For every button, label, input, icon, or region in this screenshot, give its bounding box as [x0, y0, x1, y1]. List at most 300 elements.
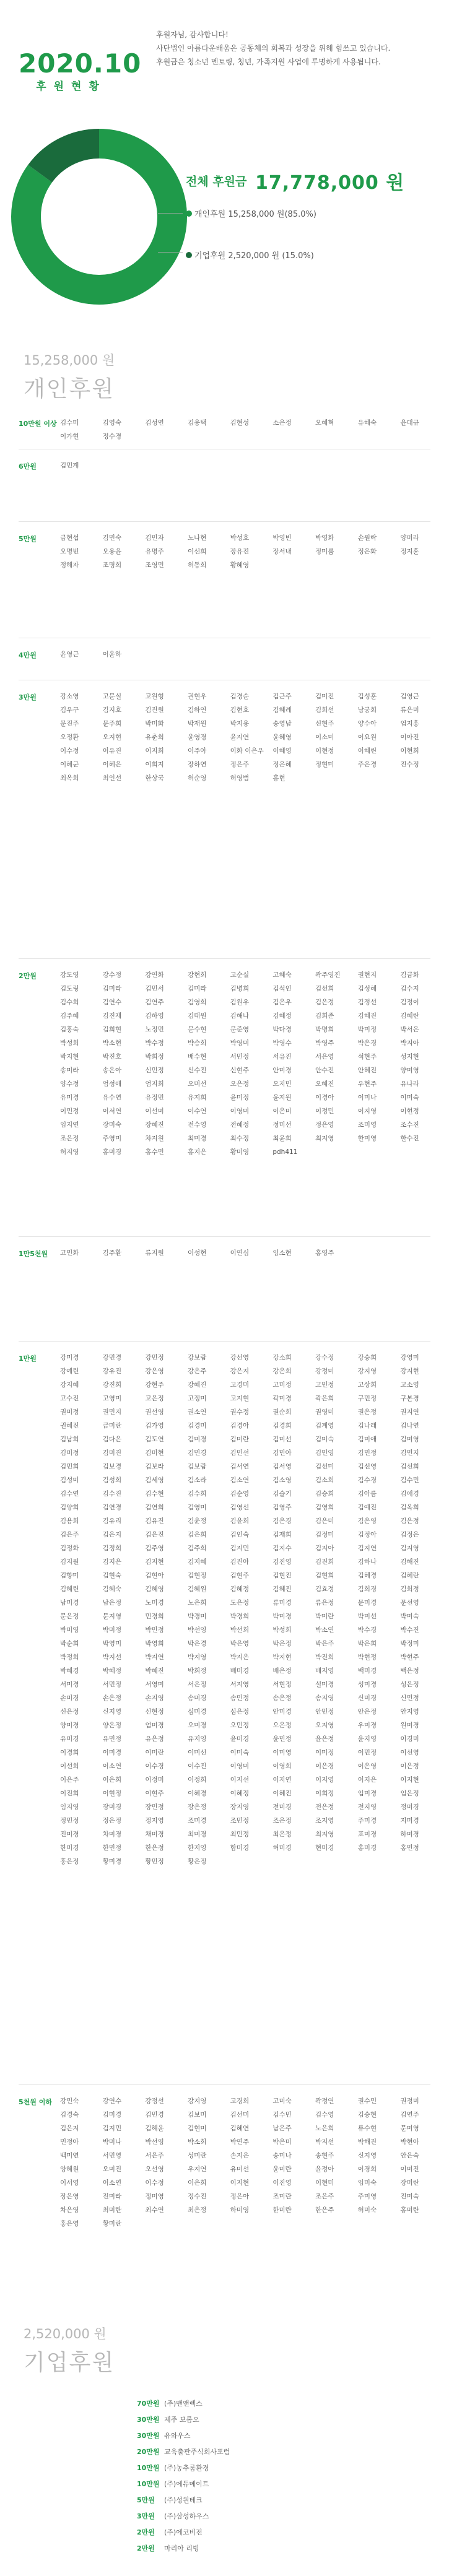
donor-name: 윤미란 — [272, 2166, 292, 2173]
donor-name: 정수진 — [187, 2193, 207, 2200]
donor-name: 금현섭 — [60, 534, 79, 542]
donor-name: 김지현 — [145, 1558, 164, 1566]
donor-name: 이지현 — [230, 2179, 250, 2187]
donor-name: 강수정 — [315, 1354, 334, 1361]
donor-name: 양미라 — [400, 534, 419, 542]
donor-name: 김민숙 — [102, 534, 122, 542]
donor-name: 김수경 — [357, 1477, 377, 1484]
donor-name: 김도연 — [145, 1436, 164, 1443]
donor-name: 강유진 — [102, 1368, 122, 1375]
donor-name: 김정선 — [357, 999, 377, 1006]
donor-name: 박은경 — [357, 1039, 377, 1047]
tier-donor-names — [60, 650, 443, 664]
donor-name: 박현아 — [400, 2138, 419, 2146]
donor-name: 김미경 — [102, 2111, 122, 2118]
donor-name: 한미영 — [357, 1135, 377, 1142]
donor-name: 황미란 — [102, 2220, 122, 2227]
donor-name: 최미경 — [187, 1831, 207, 1838]
donor-name: 박영미 — [230, 1039, 250, 1047]
donor-name: 유혜숙 — [357, 419, 377, 427]
donor-name: 김선희 — [315, 985, 334, 992]
donor-name: 김혜연 — [230, 2125, 250, 2132]
donor-name: 고민화 — [60, 1249, 79, 1257]
corporate-name: (주)에코비전 — [164, 2528, 203, 2536]
donor-name: 이지선 — [230, 1776, 250, 1784]
donor-name: 함미경 — [230, 1844, 250, 1852]
donor-name: 오은정 — [230, 1080, 250, 1088]
donor-name: 최은정 — [187, 2206, 207, 2214]
donor-name: 강소희 — [272, 1354, 292, 1361]
tier-label: 10만원 이상 — [19, 420, 57, 428]
donor-name: 김아름 — [357, 1490, 377, 1498]
donor-name: 이은영 — [357, 1763, 377, 1770]
donor-name: 손미경 — [60, 1694, 79, 1702]
donor-name: 김옥희 — [400, 1504, 419, 1511]
donor-name: 강지현 — [400, 1368, 419, 1375]
donor-name: 민경희 — [145, 1613, 164, 1620]
donor-name: 박지아 — [400, 1039, 419, 1047]
corporate-name: (주)성원테크 — [164, 2496, 203, 2504]
donor-name: 김보경 — [102, 1463, 122, 1470]
donor-name: 오혜혁 — [315, 419, 334, 427]
donor-name: 문주희 — [102, 720, 122, 727]
donor-name: 박선영 — [187, 1626, 207, 1634]
donor-name: 김예진 — [357, 1504, 377, 1511]
donor-name: 설미경 — [315, 1681, 334, 1688]
donor-name: 김승현 — [357, 2111, 377, 2118]
donor-name: 이소연 — [102, 2179, 122, 2187]
donor-name: 김지은 — [102, 1558, 122, 1566]
corporate-donor-row — [137, 2447, 230, 2457]
donor-name: 박미란 — [315, 1613, 334, 1620]
donor-name: 박성희 — [60, 1039, 79, 1047]
donor-name: 김민경 — [187, 1449, 207, 1457]
donor-name: 서영미 — [145, 1681, 164, 1688]
donor-name: 김진재 — [102, 1012, 122, 1020]
donor-name: 김선영 — [357, 1463, 377, 1470]
donor-name: 김민계 — [60, 462, 79, 469]
donor-name: 신현주 — [230, 1067, 250, 1074]
donor-name: 고민정 — [315, 1381, 334, 1389]
donor-name: 진미숙 — [400, 2193, 419, 2200]
donor-name: 김용희 — [60, 1517, 79, 1525]
donor-name: 손지은 — [230, 2152, 250, 2159]
donor-name: 원미경 — [400, 1722, 419, 1729]
donor-name: 김남희 — [60, 1436, 79, 1443]
donor-name: 장미경 — [102, 1803, 122, 1811]
donor-name: 이연심 — [230, 1249, 250, 1257]
donor-name: 이서영 — [60, 2179, 79, 2187]
donor-name: 정은주 — [230, 761, 250, 768]
donor-name: 김소연 — [230, 1477, 250, 1484]
donor-name: 이미선 — [187, 1749, 207, 1756]
donor-name: 노은희 — [187, 1599, 207, 1607]
message-line: 후원금은 청소년 멘토링, 청년, 가족지원 사업에 투명하게 사용됩니다. — [156, 58, 381, 66]
donor-name: 김정희 — [102, 1545, 122, 1552]
donor-name: 주은경 — [357, 761, 377, 768]
donor-name: 문진주 — [60, 720, 79, 727]
tier-label: 3만원 — [19, 693, 37, 701]
donor-name: 김은미 — [315, 1517, 334, 1525]
donor-name: 박미선 — [357, 1613, 377, 1620]
donor-name: 최인선 — [102, 774, 122, 782]
donor-name: 김해진 — [400, 1558, 419, 1566]
donor-name: 김혜정 — [230, 1585, 250, 1593]
legend-dot-icon — [186, 252, 192, 258]
donor-name: 배은정 — [272, 1667, 292, 1675]
donor-name: 김진영 — [272, 1558, 292, 1566]
donor-name: 김수현 — [145, 1490, 164, 1498]
donor-name: 진수정 — [400, 761, 419, 768]
donor-name: 문수현 — [187, 1026, 207, 1033]
donor-name: 박희정 — [187, 1667, 207, 1675]
donor-name: 김원우 — [230, 999, 250, 1006]
donor-name: 김현호 — [230, 706, 250, 714]
donor-name: 박은희 — [357, 1640, 377, 1647]
donor-name: 김진희 — [315, 1558, 334, 1566]
donor-name: 권수민 — [357, 2097, 377, 2105]
donor-name: 박지현 — [60, 1053, 79, 1060]
donor-name: 남궁회 — [357, 706, 377, 714]
donor-name: 유미선 — [230, 2166, 250, 2173]
donor-name: 배수현 — [187, 1053, 207, 1060]
donor-name: 한은주 — [315, 2206, 334, 2214]
donor-name: 김현미 — [187, 2125, 207, 2132]
donor-name: 김보라 — [145, 1463, 164, 1470]
donor-name: 문미영 — [400, 2125, 419, 2132]
donor-name: 남은정 — [102, 1599, 122, 1607]
donor-name: 이미숙 — [230, 1749, 250, 1756]
donor-name: 전수영 — [187, 1121, 207, 1129]
donor-name: 김희정 — [400, 1585, 419, 1593]
donor-name: 고영미 — [102, 1395, 122, 1402]
donor-name: 김진원 — [145, 706, 164, 714]
donor-name: 박은경 — [187, 1640, 207, 1647]
donor-name: 김현성 — [230, 419, 250, 427]
donor-name: 한수진 — [400, 1135, 419, 1142]
donor-name: 홍영주 — [315, 1249, 334, 1257]
donor-name: 장민정 — [145, 1803, 164, 1811]
donor-name: 곽은희 — [315, 1395, 334, 1402]
donor-name: 이혜경 — [187, 1790, 207, 1797]
donor-name: 김서영 — [272, 1463, 292, 1470]
donor-name: 김민서 — [145, 985, 164, 992]
donor-name: 강정미 — [315, 1368, 334, 1375]
donor-name: 이지영 — [315, 1776, 334, 1784]
donor-name: 김은우 — [272, 999, 292, 1006]
donor-name: 이미나 — [357, 1094, 377, 1101]
donor-name: 정민정 — [60, 1817, 79, 1824]
donor-name: 이윤하 — [102, 651, 122, 658]
donor-name: 김혜원 — [187, 1585, 207, 1593]
donor-name: 박미영 — [60, 1626, 79, 1634]
donor-name: 김경아 — [230, 1422, 250, 1429]
donor-name: 김민정 — [357, 1449, 377, 1457]
donor-name: 윤영근 — [60, 651, 79, 658]
donor-name: 민정아 — [60, 2138, 79, 2146]
donor-name: 김선미 — [230, 2111, 250, 2118]
corporate-grade: 2만원 — [137, 2528, 155, 2536]
donor-name: 이성현 — [187, 1249, 207, 1257]
donor-name: 노은희 — [315, 2125, 334, 2132]
donor-name: 이경미 — [400, 1735, 419, 1743]
donor-name: 조미영 — [357, 1121, 377, 1129]
donor-name: 하미경 — [400, 1831, 419, 1838]
donor-name: 최수정 — [230, 1135, 250, 1142]
donor-name: 김희경 — [357, 1585, 377, 1593]
donor-name: 홍지은 — [187, 1148, 207, 1156]
donor-name: 박수경 — [357, 1626, 377, 1634]
donor-name: 고미정 — [272, 1381, 292, 1389]
donor-name: 박영미 — [102, 1640, 122, 1647]
donor-name: 강은희 — [272, 1368, 292, 1375]
donor-name: 현미경 — [315, 1844, 334, 1852]
donor-name: 이수정 — [60, 747, 79, 755]
donor-name: 김순영 — [230, 1490, 250, 1498]
donor-name: 박혜경 — [60, 1667, 79, 1675]
donor-name: 윤지연 — [230, 734, 250, 741]
donor-name: 강승희 — [357, 1354, 377, 1361]
donor-name: 서유진 — [272, 1053, 292, 1060]
donor-name: 권혜진 — [60, 1422, 79, 1429]
donor-name: 윤지원 — [272, 1094, 292, 1101]
donor-name: 강보람 — [187, 1354, 207, 1361]
donor-name: 박영주 — [315, 1039, 334, 1047]
donor-name: 김향미 — [60, 1572, 79, 1579]
donor-name: 이지현 — [400, 1776, 419, 1784]
legend-individual — [186, 207, 316, 219]
donor-name: 최미란 — [102, 2206, 122, 2214]
corporate-grade: 20만원 — [137, 2448, 160, 2456]
donor-name: 김지아 — [315, 1545, 334, 1552]
donor-name: 박선영 — [145, 2138, 164, 2146]
donor-name: 안은정 — [357, 1708, 377, 1715]
donor-name: 서민정 — [102, 1681, 122, 1688]
corporate-donor-row — [137, 2463, 209, 2473]
donor-name: 정은영 — [315, 1121, 334, 1129]
donor-name: 송지영 — [315, 1694, 334, 1702]
donor-name: 장하연 — [187, 761, 207, 768]
corporate-donor-row — [137, 2527, 203, 2537]
donor-name: 허지영 — [60, 1148, 79, 1156]
donor-name: 조지영 — [315, 1817, 334, 1824]
donor-name: 전은정 — [315, 1803, 334, 1811]
donor-name: 황미영 — [230, 1148, 250, 1156]
donor-name: 박진호 — [102, 1053, 122, 1060]
donor-name: 이미진 — [400, 2166, 419, 2173]
donor-name: 오은정 — [272, 1722, 292, 1729]
donor-name: 권영미 — [315, 1408, 334, 1416]
donor-name: 한미란 — [272, 2206, 292, 2214]
donor-name: 김연주 — [400, 2111, 419, 2118]
donor-name: 김성훈 — [357, 693, 377, 700]
donor-name: 김용택 — [187, 419, 207, 427]
corporate-grade: 3만원 — [137, 2512, 155, 2520]
tier-label: 1만원 — [19, 1355, 37, 1363]
donor-name: 김미라 — [102, 985, 122, 992]
donor-name: 오미경 — [187, 1722, 207, 1729]
donor-name: 성미경 — [357, 1681, 377, 1688]
donor-name: 장미란 — [400, 2179, 419, 2187]
donor-name: 류지원 — [145, 1249, 164, 1257]
donor-name: 황미경 — [102, 1858, 122, 1865]
donor-name: 김수연 — [60, 1490, 79, 1498]
donor-name: 조은정 — [272, 1817, 292, 1824]
donor-name: 김성연 — [145, 419, 164, 427]
thank-you-message — [156, 28, 429, 69]
donor-name: 윤은정 — [315, 1735, 334, 1743]
donor-name: 박지현 — [272, 1654, 292, 1661]
donor-name: 오용윤 — [102, 548, 122, 555]
donor-name: 홍은정 — [60, 1858, 79, 1865]
donor-name: 최민정 — [230, 1831, 250, 1838]
tier-label: 5만원 — [19, 535, 37, 543]
legend-corporate — [186, 249, 314, 261]
donor-name: 박희정 — [145, 1053, 164, 1060]
donor-name: 안혜진 — [357, 1067, 377, 1074]
donor-name: 김혜경 — [357, 1572, 377, 1579]
donor-name: 하미영 — [230, 2206, 250, 2214]
donor-name: 김미정 — [60, 1449, 79, 1457]
donor-name: 조민정 — [230, 1817, 250, 1824]
donor-name: 김주영 — [145, 1545, 164, 1552]
donor-name: 허영범 — [230, 774, 250, 782]
donor-name: 김성혜 — [357, 985, 377, 992]
donor-name: 서민영 — [102, 2152, 122, 2159]
donor-name: 고문실 — [102, 693, 122, 700]
donor-name: 정지훈 — [400, 548, 419, 555]
donor-name: 김수민 — [400, 1477, 419, 1484]
donor-name: 김소영 — [272, 1477, 292, 1484]
donor-name: 이정희 — [187, 1776, 207, 1784]
donor-name: 강은지 — [230, 1368, 250, 1375]
donor-name: 김경희 — [272, 1422, 292, 1429]
corporate-name: 마리아 리빙 — [164, 2544, 199, 2552]
donor-name: 장미숙 — [102, 1121, 122, 1129]
donor-name: 김하영 — [145, 1012, 164, 1020]
donor-name: 박수정 — [145, 1039, 164, 1047]
donor-name: 권지연 — [400, 1408, 419, 1416]
corporate-grade: 10만원 — [137, 2480, 160, 2488]
corporate-grade: 5만원 — [137, 2496, 155, 2504]
donor-name: 김미경 — [187, 1436, 207, 1443]
corporate-grade: 30만원 — [137, 2416, 160, 2424]
donor-name: 한미경 — [60, 1844, 79, 1852]
donor-name: 엄미경 — [145, 1722, 164, 1729]
donor-name: 노나현 — [187, 534, 207, 542]
donor-name: 조은정 — [60, 1135, 79, 1142]
donor-name: 고혜숙 — [272, 971, 292, 979]
donor-name: 최윤희 — [272, 1135, 292, 1142]
donor-name: 고미숙 — [272, 2097, 292, 2105]
donor-name: 허미숙 — [357, 2206, 377, 2214]
donor-name: 문선영 — [400, 1599, 419, 1607]
donor-name: 성미란 — [187, 2152, 207, 2159]
donor-name: 박지연 — [145, 1654, 164, 1661]
donor-name: 송미경 — [187, 1694, 207, 1702]
donor-name: 박성호 — [230, 534, 250, 542]
donor-name: 임지영 — [60, 1803, 79, 1811]
donor-name: 박지용 — [230, 720, 250, 727]
donor-name: 김수민 — [272, 2111, 292, 2118]
donor-name: 권현지 — [357, 971, 377, 979]
donor-name: 권민지 — [102, 1408, 122, 1416]
donor-name: 엄지희 — [145, 1080, 164, 1088]
donor-name: 허동희 — [187, 562, 207, 569]
donor-name: 김민지 — [400, 1449, 419, 1457]
tier-label: 2만원 — [19, 972, 37, 980]
donor-name: 강진희 — [102, 1381, 122, 1389]
donor-name: 박미숙 — [400, 1613, 419, 1620]
corporate-title: 기업후원 — [24, 2350, 115, 2375]
donor-name: 박해진 — [357, 2138, 377, 2146]
donor-name: 홍현 — [272, 774, 286, 782]
donor-name: 신현주 — [315, 720, 334, 727]
tier-donor-names — [60, 1249, 443, 1262]
donor-name: 오정환 — [60, 734, 79, 741]
corporate-name: (주)농추룸환경 — [164, 2464, 209, 2472]
donor-name: 백미경 — [357, 1667, 377, 1675]
donor-name: 김은진 — [145, 1531, 164, 1538]
donor-name: 양미경 — [60, 1722, 79, 1729]
corporate-name: (주)에듀메이트 — [164, 2480, 209, 2488]
donor-name: 이유진 — [102, 747, 122, 755]
donor-name: 김정화 — [60, 1545, 79, 1552]
donor-name: 김현희 — [315, 1572, 334, 1579]
donor-name: 최미경 — [187, 1135, 207, 1142]
donor-name: 김홍숙 — [60, 1026, 79, 1033]
donor-name: 조은주 — [315, 2193, 334, 2200]
tier-separator — [19, 1236, 430, 1237]
donor-name: 박미정 — [102, 1626, 122, 1634]
donor-name: 이지영 — [357, 1108, 377, 1115]
donor-name: 김혜린 — [60, 1585, 79, 1593]
donor-name: 안민정 — [315, 1708, 334, 1715]
donor-name: 김혜영 — [145, 1585, 164, 1593]
donor-name: 성지현 — [400, 1053, 419, 1060]
donor-name: 곽주영진 — [315, 971, 341, 979]
donor-name: 강현희 — [187, 971, 207, 979]
donor-name: 이지은 — [357, 1776, 377, 1784]
donor-name: 김인숙 — [230, 1531, 250, 1538]
donor-name: 최수연 — [145, 2206, 164, 2214]
corporate-donor-row — [137, 2431, 191, 2440]
donor-name: 송영남 — [272, 720, 292, 727]
donor-name: 권선영 — [145, 1408, 164, 1416]
donor-name: 강도영 — [60, 971, 79, 979]
donor-name: 이영희 — [272, 1763, 292, 1770]
total-donation — [186, 167, 446, 194]
donor-name: 류은미 — [400, 706, 419, 714]
donor-name: 고상희 — [357, 1381, 377, 1389]
donor-name: 임미숙 — [357, 2179, 377, 2187]
tier-separator — [19, 2084, 430, 2085]
donor-name: 곽미경 — [272, 1395, 292, 1402]
donor-name: 이은주 — [60, 1776, 79, 1784]
donor-name: 강민경 — [102, 1354, 122, 1361]
donor-name: 임은정 — [400, 1790, 419, 1797]
donor-name: 고원형 — [145, 693, 164, 700]
donor-name: 차미경 — [102, 1831, 122, 1838]
donor-name: 김계영 — [315, 1422, 334, 1429]
donor-name: 권미정 — [60, 1408, 79, 1416]
donor-name: 김재희 — [272, 1531, 292, 1538]
donor-name: 이미영 — [272, 1749, 292, 1756]
donor-name: 문은정 — [60, 1613, 79, 1620]
donor-name: 오지영 — [315, 1722, 334, 1729]
donor-name: 박은정 — [272, 1640, 292, 1647]
donor-name: 남은주 — [272, 2125, 292, 2132]
